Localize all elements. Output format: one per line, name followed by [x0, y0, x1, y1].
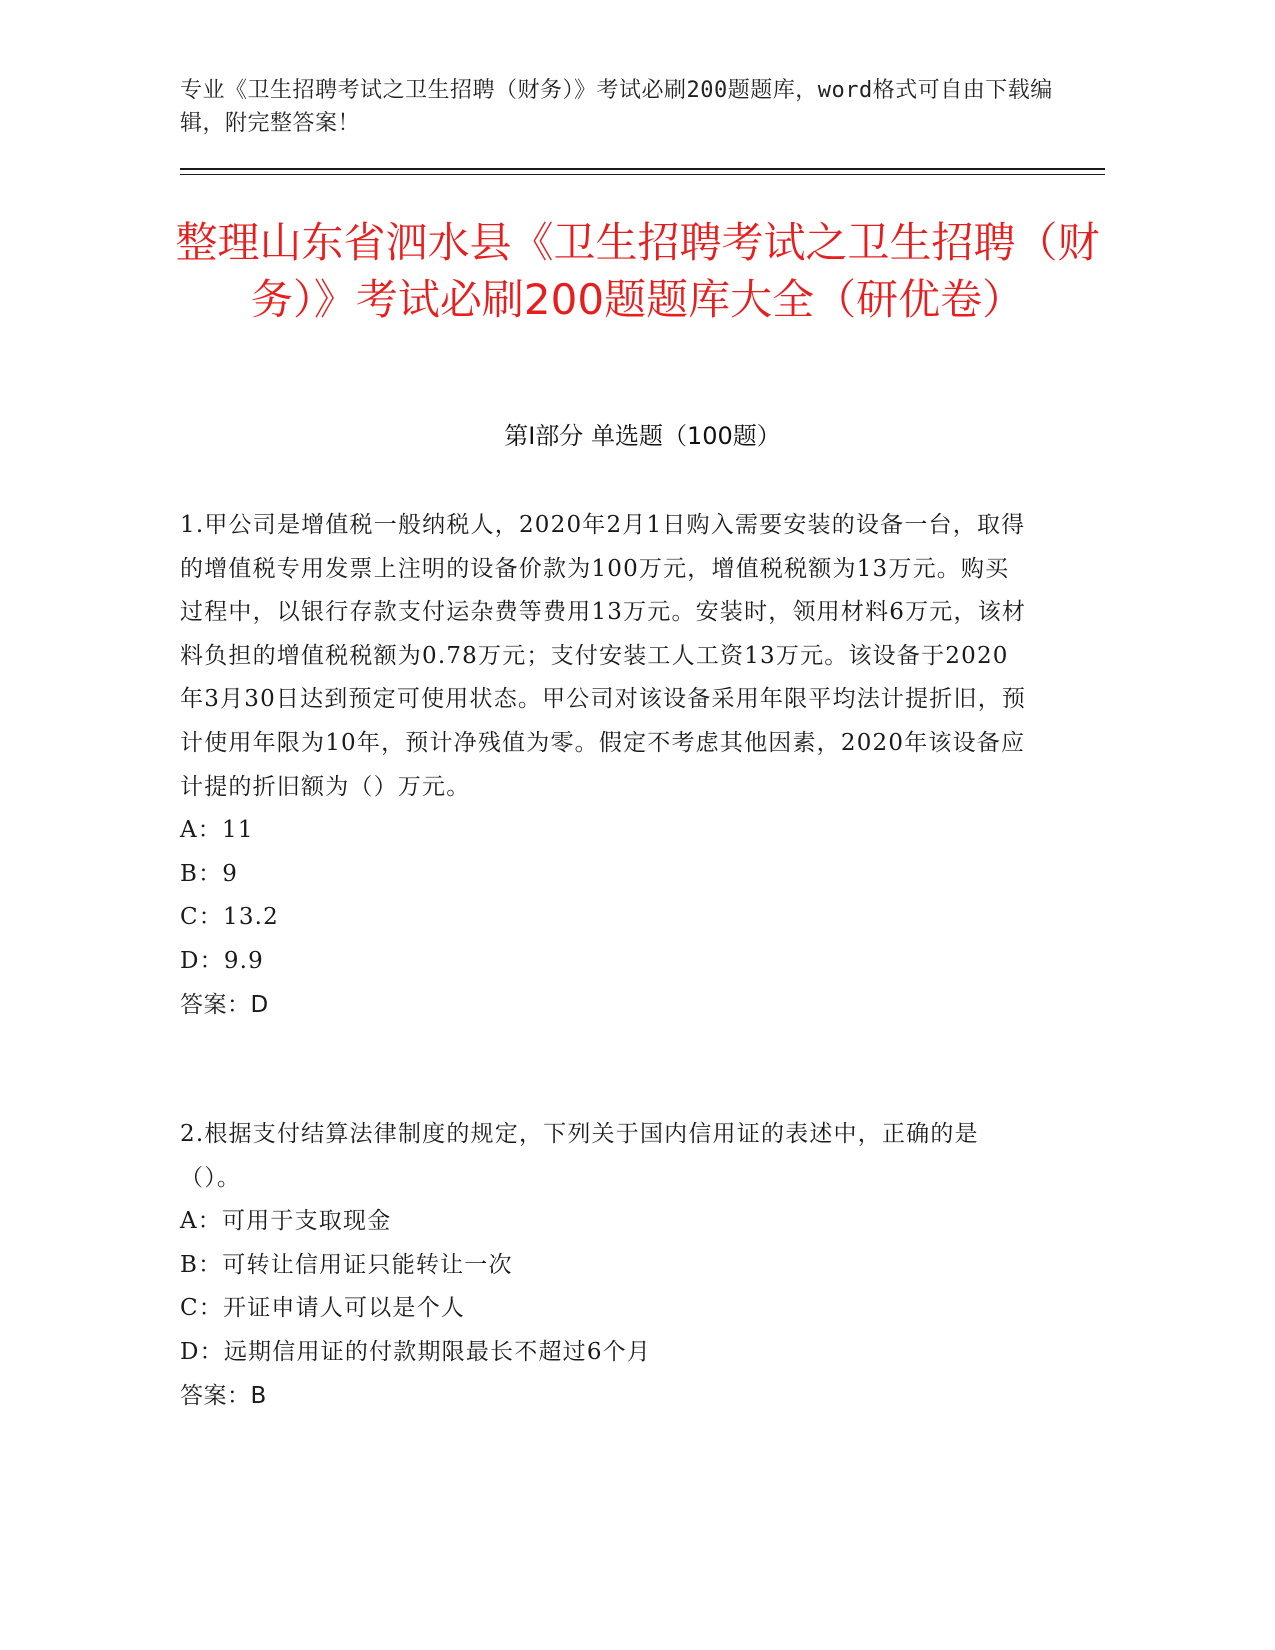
- header-divider-thick: [180, 168, 1105, 170]
- answer-line: 答案：D: [180, 991, 269, 1018]
- section-heading: 第Ⅰ部分 单选题（100题）: [504, 422, 781, 450]
- option-c: C：13.2: [180, 904, 280, 931]
- option-c: C：开证申请人可以是个人: [180, 1295, 465, 1322]
- question-stem: 2.根据支付结算法律制度的规定，下列关于国内信用证的表述中，正确的是（）。: [180, 1121, 979, 1191]
- option-b: B：可转让信用证只能转让一次: [180, 1251, 513, 1278]
- option-a: A：11: [180, 817, 254, 844]
- question-block: [180, 1113, 1030, 1418]
- option-a: A：可用于支取现金: [180, 1208, 392, 1235]
- option-b: B：9: [180, 860, 239, 887]
- question-stem: 1.甲公司是增值税一般纳税人，2020年2月1日购入需要安装的设备一台，取得的增值税专用发票上注明的设备价款为100万元，增值税税额为13万元。购买过程中，以银行存款支付运杂费等费用13万元。安装时，领用材料6万元，该材料负担的增值税税额为0.78万元；支付安装工人工资13万元。该设备于2020年3月30日达到预定可使用状态。甲公司对该设备采用年限平均法计提折旧，预计使用年限为10年，预计净残值为零。假定不考虑其他因素，2020年该设备应计提的折旧额为（）万元。: [180, 512, 1027, 800]
- option-d: D：9.9: [180, 947, 265, 974]
- header-divider-thin: [180, 174, 1105, 175]
- question-block: [180, 504, 1030, 1027]
- answer-line: 答案：B: [180, 1382, 267, 1409]
- document-title: 整理山东省泗水县《卫生招聘考试之卫生招聘（财务）》考试必刷200题题库大全（研优卷）: [175, 218, 1100, 324]
- option-d: D：远期信用证的付款期限最长不超过6个月: [180, 1338, 652, 1365]
- header-note: 专业《卫生招聘考试之卫生招聘（财务）》考试必刷200题题库，word格式可自由下载编辑，附完整答案！: [180, 78, 1053, 136]
